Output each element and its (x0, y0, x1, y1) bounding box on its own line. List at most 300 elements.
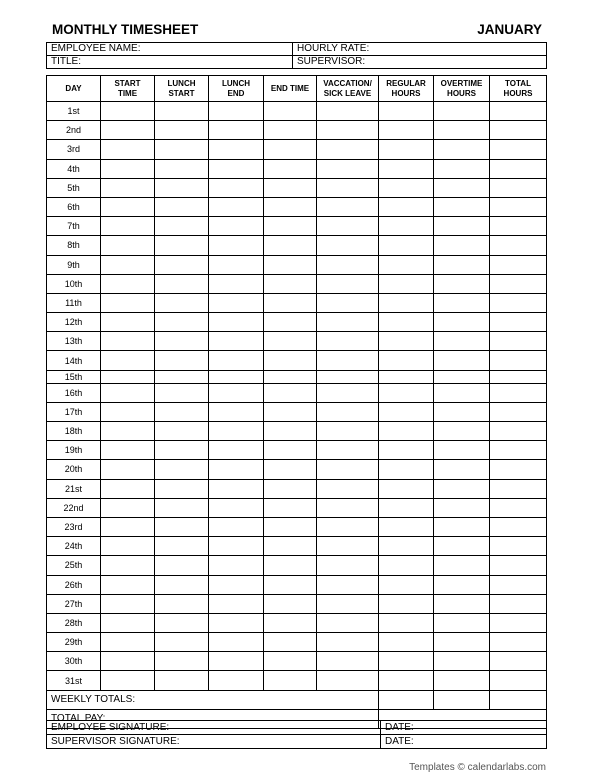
entry-cell[interactable] (434, 140, 490, 159)
entry-cell[interactable] (101, 613, 155, 632)
entry-cell[interactable] (490, 332, 547, 351)
entry-cell[interactable] (317, 594, 379, 613)
entry-cell[interactable] (317, 159, 379, 178)
table-row (47, 102, 547, 121)
entry-cell[interactable] (264, 255, 317, 274)
entry-cell[interactable] (101, 383, 155, 402)
weekly-totals-label: WEEKLY TOTALS: (47, 690, 379, 709)
entry-cell[interactable] (379, 274, 434, 293)
entry-cell[interactable] (209, 332, 264, 351)
entry-cell[interactable] (209, 159, 264, 178)
entry-cell[interactable] (264, 121, 317, 140)
entry-cell[interactable] (490, 121, 547, 140)
entry-cell[interactable] (490, 422, 547, 441)
entry-cell[interactable] (209, 370, 264, 383)
day-cell: 12th (47, 313, 101, 332)
day-cell: 21st (47, 479, 101, 498)
entry-cell[interactable] (101, 556, 155, 575)
entry-cell[interactable] (317, 479, 379, 498)
page-title: MONTHLY TIMESHEET (52, 22, 199, 37)
entry-cell[interactable] (155, 255, 209, 274)
entry-cell[interactable] (317, 498, 379, 517)
title-row (52, 22, 542, 40)
entry-cell[interactable] (434, 255, 490, 274)
entry-cell[interactable] (264, 537, 317, 556)
entry-cell[interactable] (317, 460, 379, 479)
entry-cell[interactable] (155, 217, 209, 236)
entry-cell[interactable] (101, 313, 155, 332)
entry-cell[interactable] (434, 479, 490, 498)
entry-cell[interactable] (490, 402, 547, 421)
entry-cell[interactable] (490, 594, 547, 613)
entry-cell[interactable] (209, 575, 264, 594)
entry-cell[interactable] (264, 102, 317, 121)
entry-cell[interactable] (101, 671, 155, 690)
entry-cell[interactable] (317, 537, 379, 556)
entry-cell[interactable] (209, 517, 264, 536)
entry-cell[interactable] (317, 293, 379, 312)
day-cell: 13th (47, 332, 101, 351)
signature-row (47, 735, 547, 749)
entry-cell[interactable] (101, 537, 155, 556)
entry-cell[interactable] (209, 402, 264, 421)
entry-cell[interactable] (101, 293, 155, 312)
entry-cell[interactable] (379, 479, 434, 498)
entry-cell[interactable] (317, 613, 379, 632)
entry-cell[interactable] (490, 370, 547, 383)
table-row (47, 140, 547, 159)
col-header-total-hours: TOTAL HOURS (490, 76, 547, 102)
entry-cell[interactable] (209, 255, 264, 274)
entry-cell[interactable] (264, 274, 317, 293)
entry-cell[interactable] (379, 575, 434, 594)
entry-cell[interactable] (434, 274, 490, 293)
entry-cell[interactable] (490, 140, 547, 159)
day-cell: 11th (47, 293, 101, 312)
entry-cell[interactable] (379, 217, 434, 236)
entry-cell[interactable] (155, 197, 209, 216)
entry-cell[interactable] (317, 274, 379, 293)
entry-cell[interactable] (209, 422, 264, 441)
entry-cell[interactable] (155, 575, 209, 594)
entry-cell[interactable] (101, 652, 155, 671)
entry-cell[interactable] (264, 575, 317, 594)
table-row (47, 217, 547, 236)
entry-cell[interactable] (490, 517, 547, 536)
entry-cell[interactable] (434, 197, 490, 216)
entry-cell[interactable] (490, 351, 547, 370)
entry-cell[interactable] (490, 255, 547, 274)
entry-cell[interactable] (379, 556, 434, 575)
entry-cell[interactable] (379, 236, 434, 255)
entry-cell[interactable] (317, 575, 379, 594)
entry-cell[interactable] (209, 293, 264, 312)
day-cell: 25th (47, 556, 101, 575)
entry-cell[interactable] (379, 121, 434, 140)
entry-cell[interactable] (209, 633, 264, 652)
entry-cell[interactable] (155, 121, 209, 140)
entry-cell[interactable] (264, 159, 317, 178)
table-row (47, 422, 547, 441)
entry-cell[interactable] (490, 159, 547, 178)
entry-cell[interactable] (101, 351, 155, 370)
entry-cell[interactable] (209, 498, 264, 517)
entry-cell[interactable] (101, 441, 155, 460)
entry-cell[interactable] (490, 217, 547, 236)
entry-cell[interactable] (155, 178, 209, 197)
entry-cell[interactable] (101, 140, 155, 159)
entry-cell[interactable] (101, 633, 155, 652)
entry-cell[interactable] (317, 370, 379, 383)
entry-cell[interactable] (434, 652, 490, 671)
info-row (47, 43, 547, 56)
table-row (47, 351, 547, 370)
entry-cell[interactable] (490, 633, 547, 652)
day-cell: 17th (47, 402, 101, 421)
entry-cell[interactable] (155, 159, 209, 178)
entry-cell[interactable] (317, 313, 379, 332)
entry-cell[interactable] (434, 537, 490, 556)
entry-cell[interactable] (434, 594, 490, 613)
entry-cell[interactable] (264, 422, 317, 441)
entry-cell[interactable] (264, 556, 317, 575)
entry-cell[interactable] (264, 293, 317, 312)
entry-cell[interactable] (379, 332, 434, 351)
entry-cell[interactable] (264, 140, 317, 159)
entry-cell[interactable] (209, 479, 264, 498)
entry-cell[interactable] (155, 498, 209, 517)
entry-cell[interactable] (434, 370, 490, 383)
entry-cell[interactable] (490, 313, 547, 332)
entry-cell[interactable] (317, 633, 379, 652)
entry-cell[interactable] (379, 422, 434, 441)
entry-cell[interactable] (379, 313, 434, 332)
entry-cell[interactable] (434, 383, 490, 402)
entry-cell[interactable] (155, 351, 209, 370)
entry-cell[interactable] (317, 102, 379, 121)
entry-cell[interactable] (379, 351, 434, 370)
entry-cell[interactable] (101, 460, 155, 479)
entry-cell[interactable] (317, 441, 379, 460)
entry-cell[interactable] (379, 613, 434, 632)
entry-cell[interactable] (155, 332, 209, 351)
day-cell: 2nd (47, 121, 101, 140)
entry-cell[interactable] (101, 274, 155, 293)
entry-cell[interactable] (490, 441, 547, 460)
entry-cell[interactable] (490, 178, 547, 197)
entry-cell[interactable] (434, 178, 490, 197)
entry-cell[interactable] (317, 121, 379, 140)
entry-cell[interactable] (155, 479, 209, 498)
entry-cell[interactable] (379, 178, 434, 197)
entry-cell[interactable] (379, 652, 434, 671)
entry-cell[interactable] (155, 293, 209, 312)
table-row (47, 197, 547, 216)
entry-cell[interactable] (434, 293, 490, 312)
entry-cell[interactable] (155, 460, 209, 479)
entry-cell[interactable] (264, 402, 317, 421)
entry-cell[interactable] (490, 479, 547, 498)
entry-cell[interactable] (317, 178, 379, 197)
employee-signature-field[interactable]: EMPLOYEE SIGNATURE: (47, 721, 381, 735)
entry-cell[interactable] (155, 537, 209, 556)
entry-cell[interactable] (264, 236, 317, 255)
table-row (47, 441, 547, 460)
entry-cell[interactable] (155, 313, 209, 332)
entry-cell[interactable] (209, 556, 264, 575)
table-row (47, 556, 547, 575)
entry-cell[interactable] (317, 332, 379, 351)
entry-cell[interactable] (434, 575, 490, 594)
entry-cell[interactable] (434, 102, 490, 121)
entry-cell[interactable] (490, 613, 547, 632)
entry-cell[interactable] (155, 441, 209, 460)
supervisor-field[interactable]: SUPERVISOR: (293, 56, 547, 69)
entry-cell[interactable] (434, 671, 490, 690)
table-header-row (47, 76, 547, 102)
entry-cell[interactable] (155, 383, 209, 402)
entry-cell[interactable] (155, 274, 209, 293)
entry-cell[interactable] (317, 351, 379, 370)
employee-date-field[interactable]: DATE: (381, 721, 547, 735)
supervisor-signature-field[interactable]: SUPERVISOR SIGNATURE: (47, 735, 381, 749)
entry-cell[interactable] (490, 671, 547, 690)
entry-cell[interactable] (101, 370, 155, 383)
entry-cell[interactable] (155, 236, 209, 255)
entry-cell[interactable] (379, 402, 434, 421)
entry-cell[interactable] (490, 197, 547, 216)
entry-cell[interactable] (209, 671, 264, 690)
entry-cell[interactable] (317, 140, 379, 159)
entry-cell[interactable] (379, 293, 434, 312)
entry-cell[interactable] (434, 633, 490, 652)
weekly-overtime-hours-cell[interactable] (434, 690, 490, 709)
day-cell: 15th (47, 370, 101, 383)
entry-cell[interactable] (379, 537, 434, 556)
month-label: JANUARY (477, 22, 542, 37)
table-row (47, 293, 547, 312)
entry-cell[interactable] (101, 498, 155, 517)
entry-cell[interactable] (155, 370, 209, 383)
entry-cell[interactable] (434, 313, 490, 332)
entry-cell[interactable] (101, 575, 155, 594)
entry-cell[interactable] (317, 197, 379, 216)
entry-cell[interactable] (101, 121, 155, 140)
weekly-regular-hours-cell[interactable] (379, 690, 434, 709)
entry-cell[interactable] (209, 460, 264, 479)
entry-cell[interactable] (434, 422, 490, 441)
entry-cell[interactable] (264, 197, 317, 216)
entry-cell[interactable] (490, 652, 547, 671)
entry-cell[interactable] (434, 159, 490, 178)
entry-cell[interactable] (101, 197, 155, 216)
entry-cell[interactable] (264, 441, 317, 460)
entry-cell[interactable] (264, 313, 317, 332)
entry-cell[interactable] (317, 556, 379, 575)
entry-cell[interactable] (317, 217, 379, 236)
weekly-total-hours-cell[interactable] (490, 690, 547, 709)
entry-cell[interactable] (209, 236, 264, 255)
entry-cell[interactable] (434, 236, 490, 255)
entry-cell[interactable] (155, 594, 209, 613)
entry-cell[interactable] (209, 594, 264, 613)
table-row (47, 383, 547, 402)
col-header-lunch-end: LUNCH END (209, 76, 264, 102)
entry-cell[interactable] (155, 517, 209, 536)
entry-cell[interactable] (101, 255, 155, 274)
entry-cell[interactable] (490, 556, 547, 575)
day-cell: 3rd (47, 140, 101, 159)
entry-cell[interactable] (264, 479, 317, 498)
entry-cell[interactable] (155, 140, 209, 159)
entry-cell[interactable] (264, 460, 317, 479)
entry-cell[interactable] (101, 402, 155, 421)
entry-cell[interactable] (379, 594, 434, 613)
entry-cell[interactable] (264, 383, 317, 402)
entry-cell[interactable] (490, 102, 547, 121)
table-row (47, 236, 547, 255)
entry-cell[interactable] (155, 422, 209, 441)
day-cell: 20th (47, 460, 101, 479)
entry-cell[interactable] (264, 671, 317, 690)
entry-cell[interactable] (155, 402, 209, 421)
entry-cell[interactable] (317, 652, 379, 671)
entry-cell[interactable] (264, 652, 317, 671)
entry-cell[interactable] (264, 178, 317, 197)
employee-name-field[interactable]: EMPLOYEE NAME: (47, 43, 293, 56)
entry-cell[interactable] (209, 652, 264, 671)
entry-cell[interactable] (434, 517, 490, 536)
entry-cell[interactable] (101, 332, 155, 351)
entry-cell[interactable] (434, 441, 490, 460)
entry-cell[interactable] (101, 594, 155, 613)
entry-cell[interactable] (434, 498, 490, 517)
day-cell: 16th (47, 383, 101, 402)
entry-cell[interactable] (379, 441, 434, 460)
day-cell: 26th (47, 575, 101, 594)
entry-cell[interactable] (379, 102, 434, 121)
entry-cell[interactable] (101, 217, 155, 236)
entry-cell[interactable] (264, 351, 317, 370)
entry-cell[interactable] (434, 332, 490, 351)
entry-cell[interactable] (264, 594, 317, 613)
entry-cell[interactable] (434, 402, 490, 421)
entry-cell[interactable] (317, 236, 379, 255)
entry-cell[interactable] (317, 671, 379, 690)
entry-cell[interactable] (317, 255, 379, 274)
entry-cell[interactable] (434, 556, 490, 575)
entry-cell[interactable] (209, 217, 264, 236)
entry-cell[interactable] (490, 293, 547, 312)
entry-cell[interactable] (317, 402, 379, 421)
entry-cell[interactable] (264, 633, 317, 652)
entry-cell[interactable] (209, 197, 264, 216)
entry-cell[interactable] (379, 633, 434, 652)
table-row (47, 370, 547, 383)
table-row (47, 178, 547, 197)
entry-cell[interactable] (434, 613, 490, 632)
entry-cell[interactable] (490, 460, 547, 479)
entry-cell[interactable] (264, 498, 317, 517)
entry-cell[interactable] (209, 613, 264, 632)
day-cell: 6th (47, 197, 101, 216)
entry-cell[interactable] (101, 517, 155, 536)
entry-cell[interactable] (490, 236, 547, 255)
entry-cell[interactable] (490, 537, 547, 556)
entry-cell[interactable] (379, 370, 434, 383)
entry-cell[interactable] (264, 370, 317, 383)
entry-cell[interactable] (490, 274, 547, 293)
entry-cell[interactable] (379, 383, 434, 402)
entry-cell[interactable] (209, 274, 264, 293)
col-header-lunch-start: LUNCH START (155, 76, 209, 102)
entry-cell[interactable] (434, 351, 490, 370)
title-field[interactable]: TITLE: (47, 56, 293, 69)
entry-cell[interactable] (209, 121, 264, 140)
entry-cell[interactable] (434, 217, 490, 236)
entry-cell[interactable] (379, 255, 434, 274)
entry-cell[interactable] (490, 383, 547, 402)
entry-cell[interactable] (317, 422, 379, 441)
entry-cell[interactable] (101, 236, 155, 255)
entry-cell[interactable] (101, 159, 155, 178)
entry-cell[interactable] (101, 178, 155, 197)
entry-cell[interactable] (379, 671, 434, 690)
entry-cell[interactable] (317, 383, 379, 402)
day-cell: 19th (47, 441, 101, 460)
hourly-rate-field[interactable]: HOURLY RATE: (293, 43, 547, 56)
entry-cell[interactable] (155, 102, 209, 121)
entry-cell[interactable] (379, 197, 434, 216)
entry-cell[interactable] (264, 332, 317, 351)
entry-cell[interactable] (209, 383, 264, 402)
entry-cell[interactable] (209, 140, 264, 159)
entry-cell[interactable] (101, 422, 155, 441)
entry-cell[interactable] (209, 537, 264, 556)
entry-cell[interactable] (155, 671, 209, 690)
entry-cell[interactable] (155, 633, 209, 652)
entry-cell[interactable] (209, 102, 264, 121)
entry-cell[interactable] (155, 652, 209, 671)
entry-cell[interactable] (379, 140, 434, 159)
entry-cell[interactable] (317, 517, 379, 536)
entry-cell[interactable] (155, 613, 209, 632)
entry-cell[interactable] (490, 575, 547, 594)
entry-cell[interactable] (264, 517, 317, 536)
entry-cell[interactable] (434, 460, 490, 479)
entry-cell[interactable] (434, 121, 490, 140)
entry-cell[interactable] (209, 351, 264, 370)
table-row (47, 121, 547, 140)
entry-cell[interactable] (101, 102, 155, 121)
entry-cell[interactable] (101, 479, 155, 498)
entry-cell[interactable] (209, 441, 264, 460)
entry-cell[interactable] (379, 159, 434, 178)
entry-cell[interactable] (379, 517, 434, 536)
entry-cell[interactable] (209, 178, 264, 197)
table-row (47, 479, 547, 498)
entry-cell[interactable] (209, 313, 264, 332)
timesheet-table (46, 75, 547, 729)
entry-cell[interactable] (155, 556, 209, 575)
supervisor-date-field[interactable]: DATE: (381, 735, 547, 749)
entry-cell[interactable] (264, 217, 317, 236)
table-row (47, 517, 547, 536)
entry-cell[interactable] (264, 613, 317, 632)
entry-cell[interactable] (490, 498, 547, 517)
entry-cell[interactable] (379, 460, 434, 479)
entry-cell[interactable] (379, 498, 434, 517)
